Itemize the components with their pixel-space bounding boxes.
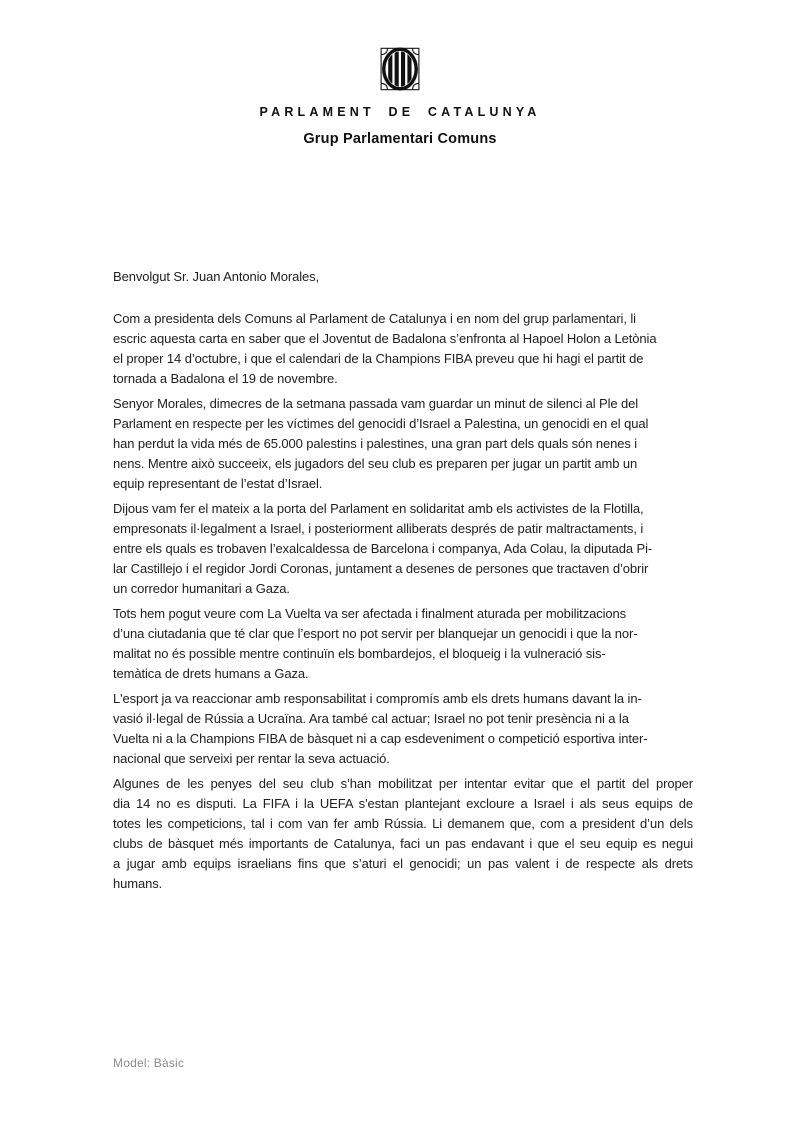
text-line: escric aquesta carta en saber que el Joventut de Badalona s’enfronta al Hapoel Holon a Letònia (113, 331, 657, 346)
text-line: tornada a Badalona el 19 de novembre. (113, 371, 338, 386)
text-line: malitat no és possible mentre continuïn els bombardejos, el bloqueig i la vulneració sis- (113, 646, 606, 661)
letterhead (0, 42, 800, 147)
text-line: un corredor humanitari a Gaza. (113, 581, 290, 596)
text-line: el proper 14 d’octubre, i que el calendari de la Champions FIBA preveu que hi hagi el partit de (113, 351, 644, 366)
text-line: lar Castillejo i el regidor Jordi Coronas, juntament a desenes de persones que tractaven d’obrir (113, 561, 649, 576)
text-line: temàtica de drets humans a Gaza. (113, 666, 309, 681)
template-model-label: Model: Bàsic (113, 1056, 185, 1070)
text-line: Parlament en respecte per les víctimes del genocidi d’Israel a Palestina, un genocidi en el qual (113, 416, 649, 431)
text-line: Dijous vam fer el mateix a la porta del Parlament en solidaritat amb els activistes de la Flotilla, (113, 501, 644, 516)
text-line: nacional que serveixi per rentar la seva actuació. (113, 751, 390, 766)
parliamentary-group-title: Grup Parlamentari Comuns (303, 131, 497, 147)
text-line: Com a presidenta dels Comuns al Parlament de Catalunya i en nom del grup parlamentari, li (113, 311, 636, 326)
text-line: L'esport ja va reaccionar amb responsabilitat i compromís amb els drets humans davant la in- (113, 691, 642, 706)
text-line: totes les competicions, tal i com van fer amb Rússia. Li demanem que, com a president d’un dels (113, 816, 693, 831)
text-line: Algunes de les penyes del seu club s’han mobilitzat per intentar evitar que el partit del proper (113, 776, 693, 791)
text-line: vasió il·legal de Rússia a Ucraïna. Ara també cal actuar; Israel no pot tenir presència ni a la (113, 711, 629, 726)
text-line: a jugar amb equips israelians fins que s’aturi el genocidi; un pas valent i de respecte als drets (113, 856, 693, 871)
letter-greeting: Benvolgut Sr. Juan Antonio Morales, (113, 269, 320, 284)
text-line: empresonats il·legalment a Israel, i posteriorment alliberats després de patir maltractaments, i (113, 521, 644, 536)
letter-paragraph-4 (113, 604, 693, 684)
letter-body (113, 267, 693, 899)
text-line: entre els quals es trobaven l’exalcaldessa de Barcelona i companya, Ada Colau, la diputada Pi- (113, 541, 653, 556)
org-title: PARLAMENT DE CATALUNYA (259, 105, 541, 119)
text-line: dia 14 no es disputi. La FIFA i la UEFA s'estan plantejant excloure a Israel i als seus equips de (113, 796, 693, 811)
text-line: nens. Mentre això succeeix, els jugadors del seu club es preparen per jugar un partit amb un (113, 456, 638, 471)
text-line: clubs de bàsquet més importants de Catalunya, faci un pas endavant i que el seu equip es negui (113, 836, 693, 851)
letter-paragraph-1 (113, 309, 693, 389)
text-line: han perdut la vida més de 65.000 palestins i palestines, una gran part dels quals són nenes i (113, 436, 638, 451)
text-line: equip representant de l’estat d’Israel. (113, 476, 323, 491)
text-line: Senyor Morales, dimecres de la setmana passada vam guardar un minut de silenci al Ple del (113, 396, 639, 411)
text-line: Tots hem pogut veure com La Vuelta va ser afectada i finalment aturada per mobilitzacions (113, 606, 627, 621)
text-line: Vuelta ni a la Champions FIBA de bàsquet ni a cap esdeveniment o competició esportiva inter- (113, 731, 648, 746)
letter-paragraph-2 (113, 394, 693, 494)
parlament-de-catalunya-emblem-icon (373, 42, 427, 96)
letter-paragraph-5 (113, 689, 693, 769)
text-line: d’una ciutadania que té clar que l’esport no pot servir per blanquejar un genocidi i que la nor- (113, 626, 638, 641)
text-line: humans. (113, 876, 163, 891)
letter-paragraph-6 (113, 774, 693, 894)
letter-paragraph-3 (113, 499, 693, 599)
